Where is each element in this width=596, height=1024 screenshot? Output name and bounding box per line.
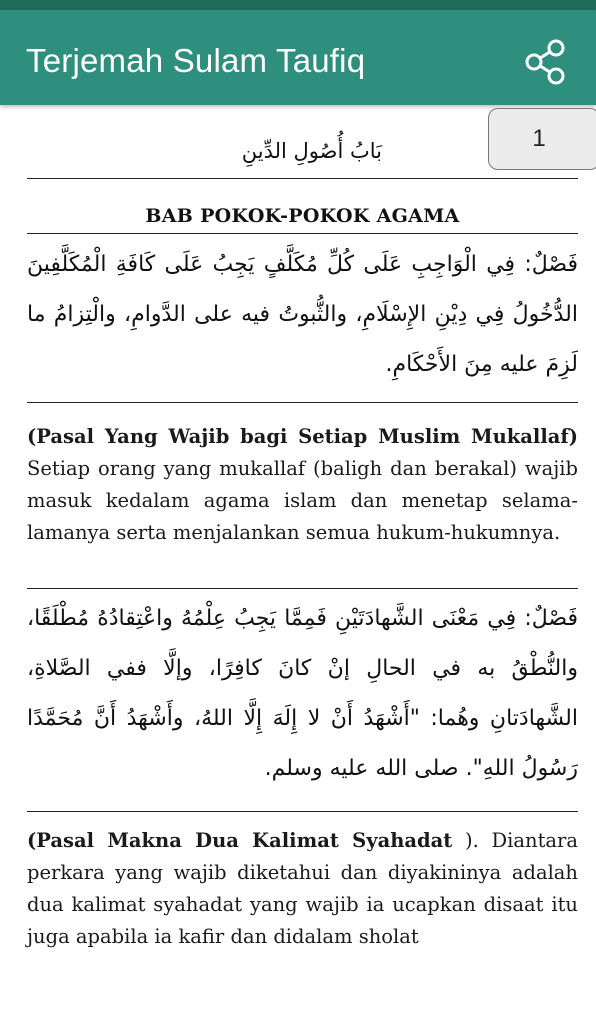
translation-section-1 xyxy=(27,421,578,549)
page-number-tab[interactable] xyxy=(488,108,596,170)
divider xyxy=(27,588,578,589)
translation-body: perkara yang wajib diketahui dan diyakininya adalah dua kalimat syahadat yang wajib ia ucapkan disaat itu juga apabila ia kafir dan didalam sholat xyxy=(27,861,578,948)
arabic-text-section-2: فَصْلٌ: فِي مَعْنَى الشَّهادَتَيْنِ فَمِمَّا يَجِبُ عِلْمُهُ واعْتِقادُهُ مُطْلَقًا، والنُّطْقُ به في الحالِ إنْ كانَ كافِرًا، وإلَّا ففي الصَّلاةِ، الشَّهادَتانِ وهُما: "أَشْهَدُ أَنْ لا إِلَهَ إِلَّا اللهُ، وأَشْهَدُ أَنَّ مُحَمَّدًا رَسُولُ اللهِ". صلى الله عليه وسلم. xyxy=(27,606,578,781)
reader-content[interactable] xyxy=(0,105,596,1024)
divider xyxy=(27,811,578,812)
translation-heading: (Pasal Makna Dua Kalimat Syahadat xyxy=(27,829,453,852)
arabic-text-section-1: فَصْلٌ: فِي الْوَاجِبِ عَلَى كُلِّ مُكَلَّفٍ يَجِبُ عَلَى كَافَةِ الْمُكَلَّفِينَ الدُّخُولُ فِي دِيْنِ الإِسْلَامِ، والثُّبوتُ فيه على الدَّوامِ، والْتِزامُ ما لَزِمَ عليه مِنَ الأَحْكَامِ. xyxy=(27,252,578,377)
app-bar xyxy=(0,10,596,105)
translation-heading-tail: ). Diantara xyxy=(452,829,578,852)
chapter-title: BAB POKOK-POKOK AGAMA xyxy=(145,205,460,227)
arabic-chapter-title: بَابُ أُصُولِ الدِّينِ xyxy=(241,139,382,163)
share-button[interactable] xyxy=(520,36,572,88)
translation-section-2 xyxy=(27,825,578,953)
divider xyxy=(27,402,578,403)
divider xyxy=(27,178,578,179)
translation-body: Setiap orang yang mukallaf (baligh dan berakal) wajib masuk kedalam agama islam dan menetap selama-lamanya serta menjalankan semua hukum-hukumnya. xyxy=(27,457,578,544)
page-number: 1 xyxy=(532,125,546,152)
app-title: Terjemah Sulam Taufiq xyxy=(26,42,366,79)
translation-heading: (Pasal Yang Wajib bagi Setiap Muslim Mukallaf) xyxy=(27,425,578,448)
divider xyxy=(27,233,578,234)
status-bar xyxy=(0,0,596,10)
share-icon xyxy=(520,36,572,88)
